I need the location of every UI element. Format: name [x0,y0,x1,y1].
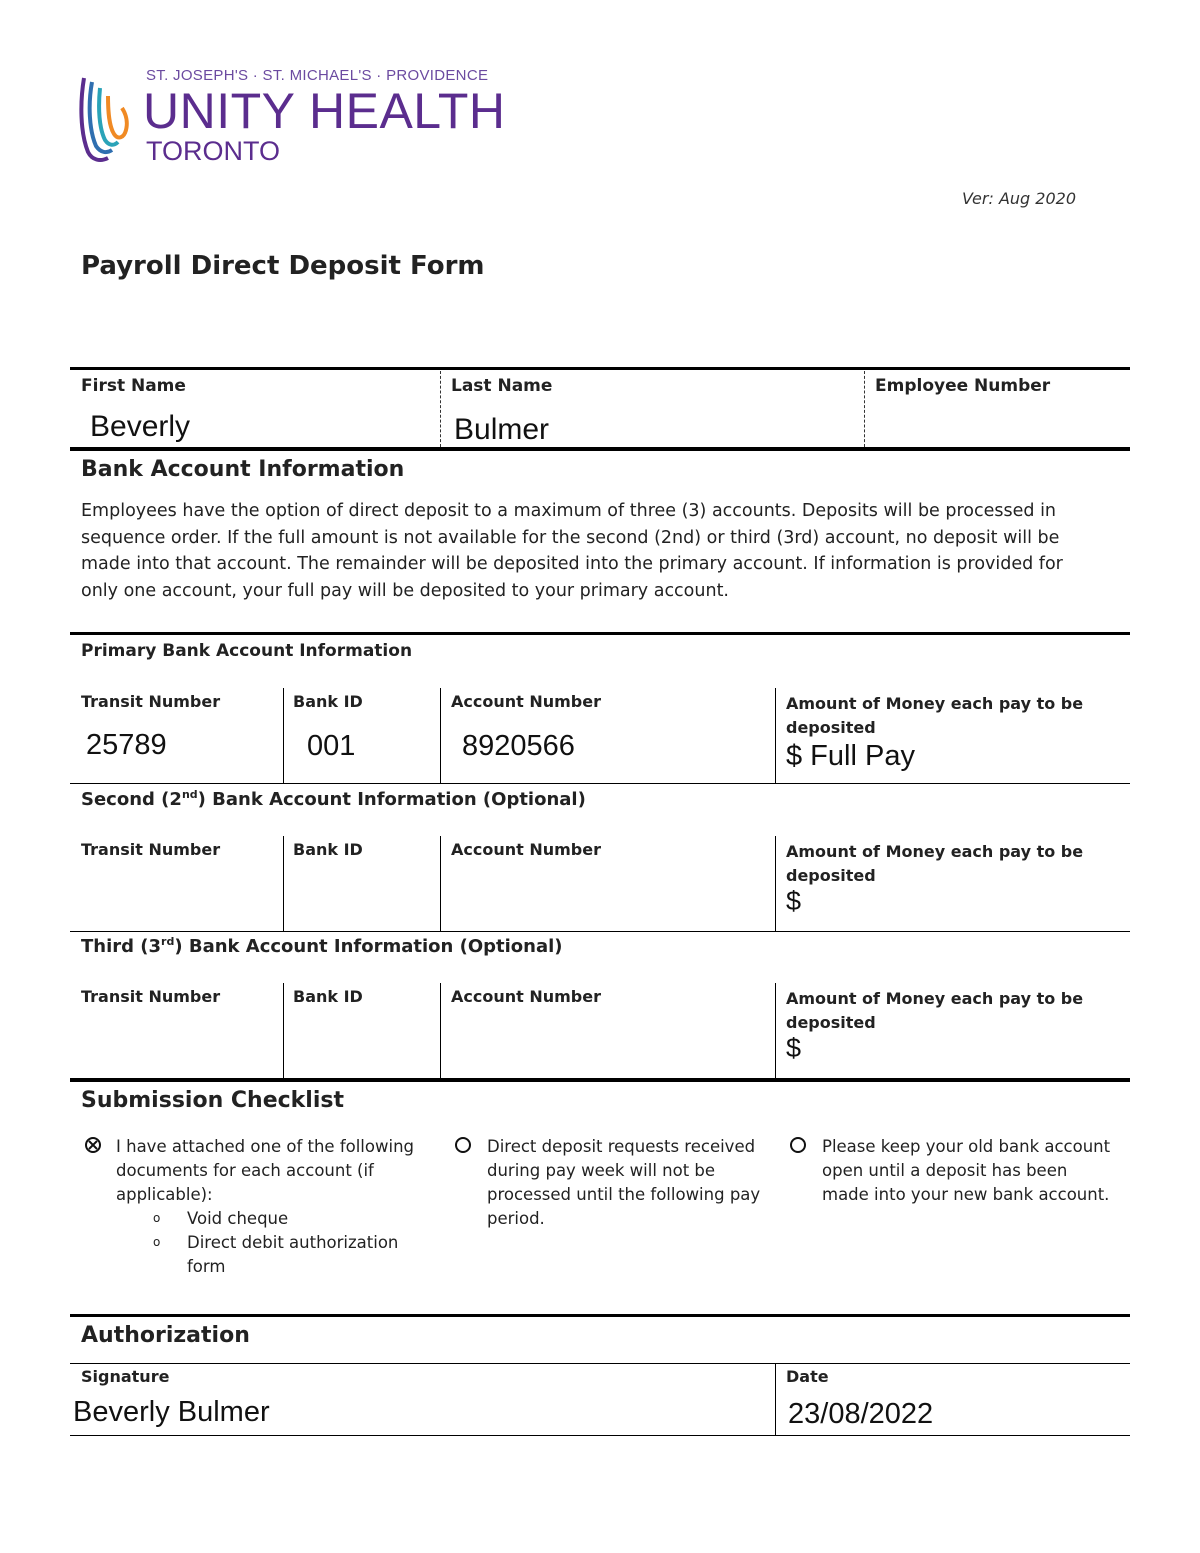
third-account-heading: Third (3rd) Bank Account Information (Optional) [81,935,563,957]
checklist-item-2-text: Direct deposit requests received during pay week will not be processed until the following pay period. [487,1137,761,1228]
checklist-item-3-checkbox-icon[interactable] [790,1137,806,1153]
divider [70,367,1130,370]
first-name-label: First Name [81,376,186,396]
divider [70,1314,1130,1317]
signature-label: Signature [81,1367,170,1386]
divider [70,1363,1130,1364]
bank-id-label: Bank ID [293,692,363,711]
second-amount-field[interactable]: $ [786,886,802,916]
bullet-icon: o [153,1211,161,1225]
amount-label: Amount of Money each pay to be deposited [786,989,1084,1032]
second-account-heading: Second (2nd) Bank Account Information (Optional) [81,788,586,810]
last-name-field[interactable]: Bulmer [454,413,550,446]
logo [78,72,138,164]
authorization-heading: Authorization [81,1323,250,1348]
page-title: Payroll Direct Deposit Form [81,251,485,281]
primary-amount-field[interactable]: $ Full Pay [786,740,915,772]
bank-info-heading: Bank Account Information [81,457,405,482]
divider [70,632,1130,635]
employee-number-label: Employee Number [875,376,1051,396]
bullet-icon: o [153,1235,161,1249]
first-name-field[interactable]: Beverly [90,410,191,443]
signature-field[interactable]: Beverly Bulmer [73,1396,270,1428]
transit-label: Transit Number [81,840,221,859]
checklist-subitem: Direct debit authorization form [187,1233,399,1276]
divider [775,688,776,784]
divider [70,783,1130,784]
primary-account-field[interactable]: 8920566 [462,730,575,762]
divider [283,836,284,932]
divider [283,688,284,784]
x-mark-icon [87,1139,99,1151]
divider [70,447,1130,451]
account-number-label: Account Number [451,840,601,859]
account-number-label: Account Number [451,692,601,711]
checklist-item-3-text: Please keep your old bank account open until a deposit has been made into your new bank account. [822,1137,1111,1204]
version-label: Ver: Aug 2020 [962,189,1076,208]
divider [775,1364,776,1436]
primary-account-heading: Primary Bank Account Information [81,641,413,661]
bank-info-paragraph: Employees have the option of direct deposit to a maximum of three (3) accounts. Deposits will be processed in sequence order. If the full amount is not available for the second (2nd) or third (3rd) account, no deposit will be made into that account. The remainder will be deposited into the primary account. If information is provided for only one account, your full pay will be deposited to your primary account. [81,501,1063,601]
divider [283,983,284,1079]
transit-label: Transit Number [81,987,221,1006]
divider [70,1435,1130,1436]
divider [775,983,776,1079]
account-number-label: Account Number [451,987,601,1006]
primary-transit-field[interactable]: 25789 [86,729,167,761]
unity-health-logo-icon [78,72,138,164]
amount-label: Amount of Money each pay to be deposited [786,842,1084,885]
logo-city: TORONTO [146,136,281,166]
bank-id-label: Bank ID [293,840,363,859]
divider [70,1078,1130,1082]
checklist-item-1-checkbox-icon[interactable] [85,1137,101,1153]
logo-subtitle: ST. JOSEPH'S · ST. MICHAEL'S · PROVIDENCE [146,67,489,84]
divider [440,688,441,784]
checklist-item-2-checkbox-icon[interactable] [455,1137,471,1153]
employee-number-field[interactable] [880,410,1120,444]
checklist-heading: Submission Checklist [81,1088,344,1113]
checklist-subitem: Void cheque [187,1209,289,1228]
divider [70,931,1130,932]
divider [775,836,776,932]
last-name-label: Last Name [451,376,553,396]
amount-label: Amount of Money each pay to be deposited [786,694,1084,737]
transit-label: Transit Number [81,692,221,711]
logo-title: UNITY HEALTH [143,83,506,139]
primary-bank-id-field[interactable]: 001 [307,730,356,762]
date-field[interactable]: 23/08/2022 [788,1398,934,1430]
divider [440,983,441,1079]
date-label: Date [786,1367,829,1386]
divider [440,836,441,932]
third-amount-field[interactable]: $ [786,1033,802,1063]
checklist-item-1-text: I have attached one of the following documents for each account (if applicable): [116,1137,414,1204]
divider [864,371,865,447]
bank-id-label: Bank ID [293,987,363,1006]
divider [440,371,441,447]
